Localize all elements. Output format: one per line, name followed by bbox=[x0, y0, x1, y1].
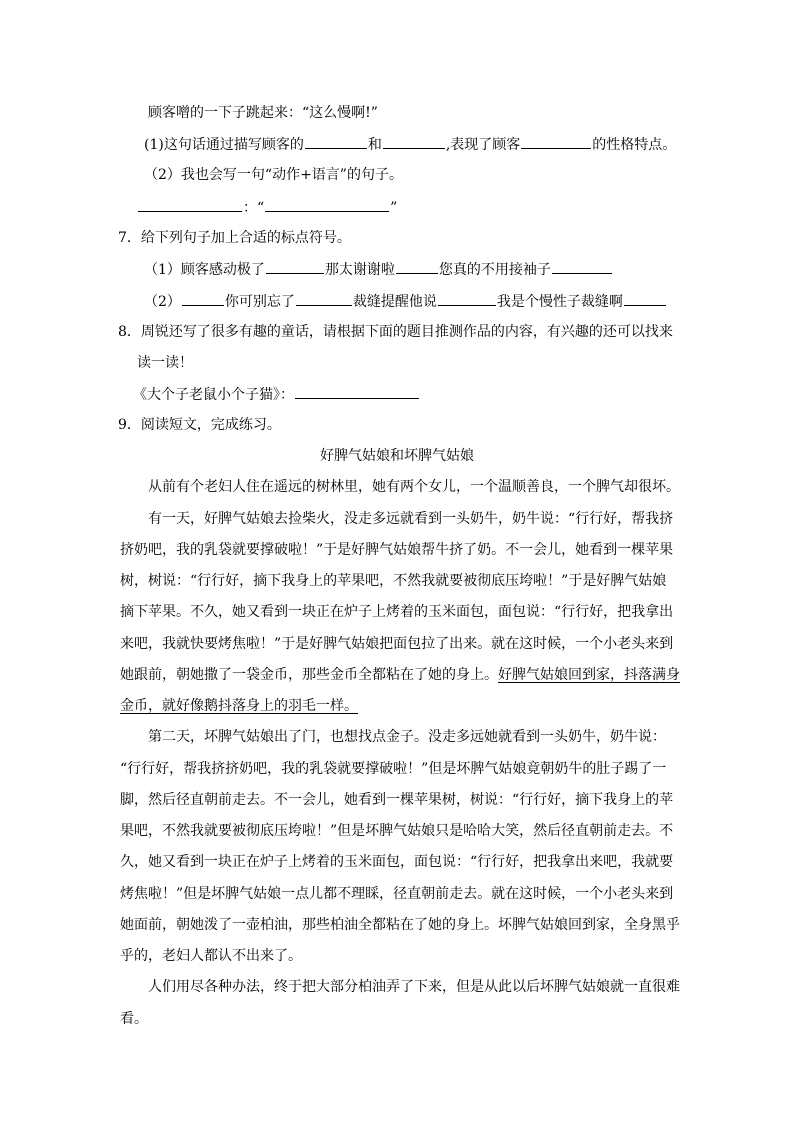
q7-s2-blank-1[interactable] bbox=[182, 291, 224, 306]
q7-sentence-1 bbox=[144, 259, 613, 280]
q7-s2-b: 你可别忘了 bbox=[224, 294, 295, 310]
story-line: 树，树说：“行行好，摘下我身上的苹果吧，不然我就要被彻底压垮啦！”于是好脾气姑娘 bbox=[120, 573, 667, 589]
q7-s2-a: （2） bbox=[144, 294, 181, 310]
q7-s1-a: （1）顾客感动极了 bbox=[144, 262, 265, 278]
story-line: 她面前，朝她泼了一壶柏油，那些柏油全都粘在了她的身上。坏脾气姑娘回到家，全身黑乎 bbox=[120, 917, 680, 933]
q6-part2: （2）我也会写一句“动作+语言”的句子。 bbox=[144, 167, 403, 183]
q6-blank-3[interactable] bbox=[521, 134, 591, 149]
q7-s1-blank-3[interactable] bbox=[552, 259, 612, 274]
story-line: 人们用尽各种办法，终于把大部分柏油弄了下来，但是从此以后坏脾气姑娘就一直很难 bbox=[148, 979, 680, 995]
story-line bbox=[120, 665, 680, 685]
q6-part1-text-d: 的性格特点。 bbox=[592, 137, 677, 153]
story-line-plain: 她跟前，朝她撒了一袋金币，那些金币全都粘在了她的身上。 bbox=[120, 667, 498, 683]
q7-s2-blank-4[interactable] bbox=[624, 291, 666, 306]
q7-s2-d: 我是个慢性子裁缝啊 bbox=[496, 294, 623, 310]
story-line: 从前有个老妇人住在遥远的树林里，她有两个女儿，一个温顺善良，一个脾气却很坏。 bbox=[148, 479, 680, 495]
q6-part1-text-b: 和 bbox=[367, 137, 382, 153]
q7-s2-blank-3[interactable] bbox=[438, 291, 496, 306]
q8-book-line bbox=[133, 384, 420, 405]
q6-part1 bbox=[144, 134, 676, 155]
story-line: 第二天，坏脾气姑娘出了门，也想找点金子。没走多远她就看到一头奶牛，奶牛说： bbox=[148, 729, 666, 745]
q8-prompt-line-1: 8．周锐还写了很多有趣的童话，请根据下面的题目推测作品的内容，有兴趣的还可以找来 bbox=[118, 324, 673, 340]
q7-s1-blank-1[interactable] bbox=[266, 259, 324, 274]
q6-speech-blank[interactable] bbox=[265, 197, 389, 212]
story-line: 脚，然后径直朝前走去。不一会儿，她看到一棵苹果树，树说：“行行好，摘下我身上的苹 bbox=[120, 792, 674, 808]
story-line: 来吧，我就快要烤焦啦！”于是好脾气姑娘把面包拉了出来。就在这时候，一个小老头来到 bbox=[120, 636, 674, 652]
q7-s2-blank-2[interactable] bbox=[296, 291, 352, 306]
story-title: 好脾气姑娘和坏脾气姑娘 bbox=[320, 448, 474, 464]
q6-close-quote: ” bbox=[390, 200, 398, 216]
story-underlined-sentence-end: 金币，就好像鹅抖落身上的羽毛一样。 bbox=[120, 698, 358, 714]
q6-blank-2[interactable] bbox=[383, 134, 445, 149]
story-line: 果吧，不然我就要被彻底压垮啦！”但是坏脾气姑娘只是哈哈大笑，然后径直朝前走去。不 bbox=[120, 823, 674, 839]
q6-colon: ：“ bbox=[243, 200, 265, 216]
q8-book-title: 《大个子老鼠小个子猫》： bbox=[133, 387, 294, 403]
q6-part1-text-c: ,表现了顾客 bbox=[445, 137, 521, 153]
story-line: “行行好，帮我挤挤奶吧，我的乳袋就要撑破啦！”但是坏脾气姑娘竟朝奶牛的肚子踢了一 bbox=[120, 761, 667, 777]
q8-answer-blank[interactable] bbox=[295, 384, 419, 399]
story-line: 烤焦啦！”但是坏脾气姑娘一点儿都不理睬，径直朝前走去。就在这时候，一个小老头来到 bbox=[120, 886, 674, 902]
q7-sentence-2 bbox=[144, 291, 667, 312]
story-line: 久，她又看到一块正在炉子上烤着的玉米面包，面包说：“行行好，把我拿出来吧，我就要 bbox=[120, 854, 674, 870]
q7-s1-blank-2[interactable] bbox=[396, 259, 438, 274]
q8-prompt-line-2: 读一读！ bbox=[137, 355, 193, 371]
story-line: 看。 bbox=[120, 1011, 148, 1027]
q6-blank-1[interactable] bbox=[305, 134, 367, 149]
q6-part1-text-a: (1)这句话通过描写顾客的 bbox=[144, 137, 304, 153]
q6-part2-answer bbox=[137, 197, 397, 218]
q7-s2-c: 裁缝提醒他说 bbox=[352, 294, 437, 310]
q9-title: 9．阅读短文，完成练习。 bbox=[118, 417, 281, 433]
q6-quote: 顾客噌的一下子跳起来：“这么慢啊!” bbox=[148, 105, 378, 121]
q7-s1-c: 您真的不用接袖子 bbox=[438, 262, 551, 278]
q7-title: 7．给下列句子加上合适的标点符号。 bbox=[118, 230, 351, 246]
q6-action-blank[interactable] bbox=[138, 197, 242, 212]
story-line: 乎的，老妇人都认不出来了。 bbox=[120, 948, 302, 964]
q7-s1-b: 那太谢谢啦 bbox=[324, 262, 395, 278]
story-line: 摘下苹果。不久，她又看到一块正在炉子上烤着的玉米面包，面包说：“行行好，把我拿出 bbox=[120, 604, 674, 620]
story-underlined-sentence: 好脾气姑娘回到家，抖落满身 bbox=[498, 667, 680, 683]
story-line: 挤奶吧，我的乳袋就要撑破啦！”于是好脾气姑娘帮牛挤了奶。不一会儿，她看到一棵苹果 bbox=[120, 542, 674, 558]
story-line: 有一天，好脾气姑娘去捡柴火，没走多远就看到一头奶牛，奶牛说：“行行好，帮我挤 bbox=[148, 511, 674, 527]
